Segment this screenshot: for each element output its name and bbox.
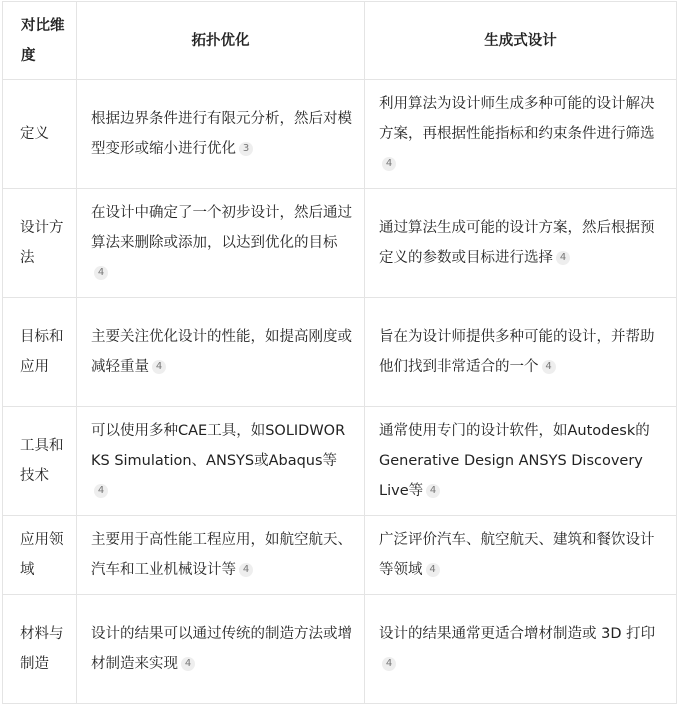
table-row [3,298,677,407]
generative-cell [365,189,677,298]
generative-cell [365,298,677,407]
table-header-row [3,2,677,80]
row-dimension: 设计方法 [3,189,77,298]
topology-cell [77,516,365,595]
cell-text: 广泛评价汽车、航空航天、建筑和餐饮设计等领域 [379,532,655,578]
row-dimension: 定义 [3,80,77,189]
cell-text: 在设计中确定了一个初步设计，然后通过算法来删除或添加，以达到优化的目标 [91,205,352,251]
header-topology-optimization: 拓扑优化 [77,2,365,80]
cell-text: 可以使用多种CAE工具，如SOLIDWORKS Simulation、ANSYS或Abaqus等 [91,423,346,469]
citation-badge[interactable]: 4 [382,657,396,671]
citation-badge[interactable]: 4 [94,266,108,280]
citation-badge[interactable]: 4 [239,563,253,577]
citation-badge[interactable]: 4 [181,657,195,671]
citation-badge[interactable]: 4 [426,484,440,498]
cell-text: 通过算法生成可能的设计方案，然后根据预定义的参数或目标进行选择 [379,220,655,266]
row-dimension: 应用领域 [3,516,77,595]
table-row [3,595,677,704]
table-row [3,189,677,298]
citation-badge[interactable]: 4 [382,157,396,171]
cell-text: 根据边界条件进行有限元分析，然后对模型变形或缩小进行优化 [91,111,352,157]
citation-badge[interactable]: 4 [556,251,570,265]
cell-text: 设计的结果通常更适合增材制造或 3D 打印 [379,626,656,642]
cell-text: 主要关注优化设计的性能，如提高刚度或减轻重量 [91,329,352,375]
table-row [3,407,677,516]
cell-text: 主要用于高性能工程应用，如航空航天、汽车和工业机械设计等 [91,532,352,578]
cell-text: 旨在为设计师提供多种可能的设计，并帮助他们找到非常适合的一个 [379,329,655,375]
topology-cell [77,189,365,298]
cell-text: 通常使用专门的设计软件，如Autodesk的Generative Design ANSYS Discovery Live等 [379,423,650,499]
table-row [3,516,677,595]
generative-cell [365,516,677,595]
citation-badge[interactable]: 4 [94,484,108,498]
generative-cell [365,595,677,704]
cell-text: 利用算法为设计师生成多种可能的设计解决方案，再根据性能指标和约束条件进行筛选 [379,96,655,142]
topology-cell [77,595,365,704]
row-dimension: 材料与制造 [3,595,77,704]
table-row [3,80,677,189]
row-dimension: 工具和技术 [3,407,77,516]
generative-cell [365,407,677,516]
topology-cell [77,298,365,407]
cell-text: 设计的结果可以通过传统的制造方法或增材制造来实现 [91,626,352,672]
comparison-table [2,1,677,704]
citation-badge[interactable]: 3 [239,142,253,156]
topology-cell [77,80,365,189]
topology-cell [77,407,365,516]
header-generative-design: 生成式设计 [365,2,677,80]
citation-badge[interactable]: 4 [542,360,556,374]
generative-cell [365,80,677,189]
header-dimension: 对比维度 [3,2,77,80]
row-dimension: 目标和应用 [3,298,77,407]
citation-badge[interactable]: 4 [426,563,440,577]
citation-badge[interactable]: 4 [152,360,166,374]
